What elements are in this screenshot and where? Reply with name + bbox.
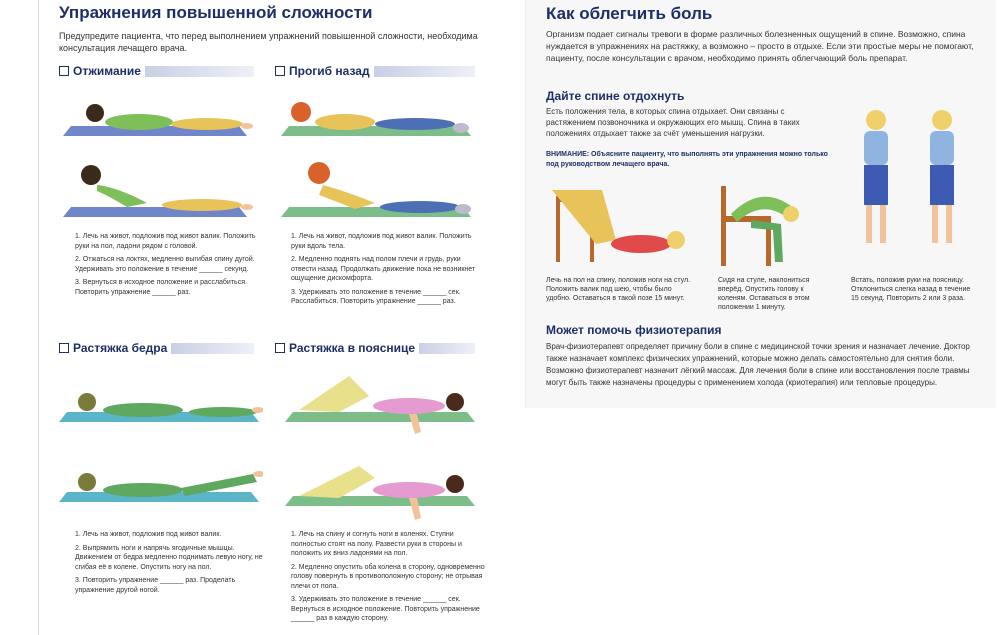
step-item: 2. Выпрямить ноги и напрячь ягодичные мышцы. Движением от бедра медленно поднимать левую ногу, не сгибая её в колене. Опустить ногу на пол. [75, 544, 263, 571]
intro-text: Предупредите пациента, что перед выполнением упражнений повышенной сложности, необходима консультация лечащего врача. [59, 31, 478, 53]
checkbox-icon [275, 66, 285, 76]
illustration-back-arch-2 [275, 155, 475, 225]
intro-text: Организм подает сигналы тревоги в форме различных болезненных ощущений в спине. Возможно, спина нуждается в упражнениях на растяжку, а возможно – просто в отдыхе. Если эти простые меры не помогают, пациенту, после консультации с врачом, необходимо принять облегчающий боль препарат. [546, 29, 974, 63]
rest-text: Есть положения тела, в которых спина отдыхает. Они связаны с растяжением позвоночника и окружающих его мышц. Спина в таких положениях отдыхает также за счёт уменьшения нагрузки. [546, 107, 800, 138]
illustration-standing-backbend [846, 105, 981, 255]
illustration-push-up-1 [57, 88, 257, 148]
step-item: 3. Удерживать это положение в течение ______ сек. Расслабиться. Повторить упражнение ______ раз. [291, 288, 461, 305]
section-heading-hip-stretch: Растяжка бедра [59, 341, 254, 355]
section-heading-push-up: Отжимание [59, 64, 254, 78]
step-item: 3. Удерживать это положение в течение ______ сек. Вернуться в исходное положение. Повторить упражнение ______ раз в каждую сторону. [291, 596, 480, 622]
caption-standing-backbend: Встать, положив руки на поясницу. Отклониться слегка назад в течение 15 секунд. Повторить 2 или 3 раза. [851, 277, 971, 302]
left-page [38, 0, 501, 635]
step-item: 2. Медленно опустить оба колена в сторону, одновременно голову повернуть в противоположную сторону; не отрывая плечи от пола. [291, 563, 485, 590]
caption-legs-on-chair: Лечь на пол на спину, положив ноги на стул. Положить валик под шею, чтобы было удобно. Оставаться в такой позе 15 минут. [546, 277, 691, 302]
steps-back-arch [291, 232, 476, 311]
step-item: 3. Вернуться в исходное положение и расслабиться. Повторить упражнение ______ раз. [75, 279, 247, 296]
step-item: 1. Лечь на живот, подложив под живот валик. Положить руки на пол, ладони рядом с головой. [75, 233, 256, 250]
steps-push-up [75, 232, 265, 301]
illustration-back-arch-1 [275, 88, 475, 148]
illustration-hip-stretch-1 [53, 372, 263, 432]
step-item: 1. Лечь на живот, подложив под живот валик. [75, 531, 222, 538]
illustration-sitting-forward-bend [711, 176, 811, 271]
page-title: Упражнения повышенной сложности [59, 3, 373, 22]
attention-note: ВНИМАНИЕ: Объясните пациенту, что выполнять эти упражнения можно только под руководством лечащего врача. [546, 151, 828, 168]
section-heading-lower-back-stretch: Растяжка в пояснице [275, 341, 475, 355]
physio-heading: Может помочь физиотерапия [546, 323, 722, 337]
step-item: 3. Повторить упражнение ______ раз. Проделать упражнение другой ногой. [75, 577, 236, 594]
steps-lower-back-stretch [291, 530, 486, 628]
illustration-lower-back-stretch-1 [279, 366, 479, 441]
checkbox-icon [59, 343, 69, 353]
caption-sitting-forward-bend: Сидя на стуле, наклониться вперёд. Опустить голову к коленям. Оставаться в этом положении 1 минуту. [718, 277, 810, 311]
illustration-hip-stretch-2 [53, 452, 263, 512]
illustration-lower-back-stretch-2 [279, 450, 479, 525]
rest-heading: Дайте спине отдохнуть [546, 89, 685, 103]
illustration-legs-on-chair [546, 176, 691, 271]
section-heading-back-arch: Прогиб назад [275, 64, 475, 78]
checkbox-icon [59, 66, 69, 76]
steps-hip-stretch [75, 530, 265, 599]
checkbox-icon [275, 343, 285, 353]
step-item: 2. Медленно поднять над полом плечи и грудь, руки отвести назад. Продолжать движение пока не возникнет ощущение дискомфорта. [291, 256, 476, 282]
step-item: 1. Лечь на спину и согнуть ноги в коленях. Ступни полностью стоят на полу. Развести руки в стороны и положить их вниз ладонями на пол. [291, 531, 462, 557]
step-item: 1. Лечь на живот, подложив под живот валик. Положить руки вдоль тела. [291, 233, 472, 250]
step-item: 2. Отжаться на локтях, медленно выгибая спину дугой. Удерживать это положение в течение ______ секунд. [75, 256, 255, 273]
right-page [525, 0, 996, 408]
illustration-push-up-2 [57, 155, 257, 225]
physio-text: Врач-физиотерапевт определяет причину боли в спине с медицинской точки зрения и назначает лечение. Доктор также назначает комплекс физических упражнений, которые можно делать самостоятельно для снятия боли. Возможно физиотерапевт назначит лёгкий массаж. Для лечения боли в спине или восстановления после травмы могут быть также назначены процедуры с применением холода (криотерапия) или тепловые процедуры. [546, 342, 970, 387]
page-title: Как облегчить боль [546, 4, 713, 23]
